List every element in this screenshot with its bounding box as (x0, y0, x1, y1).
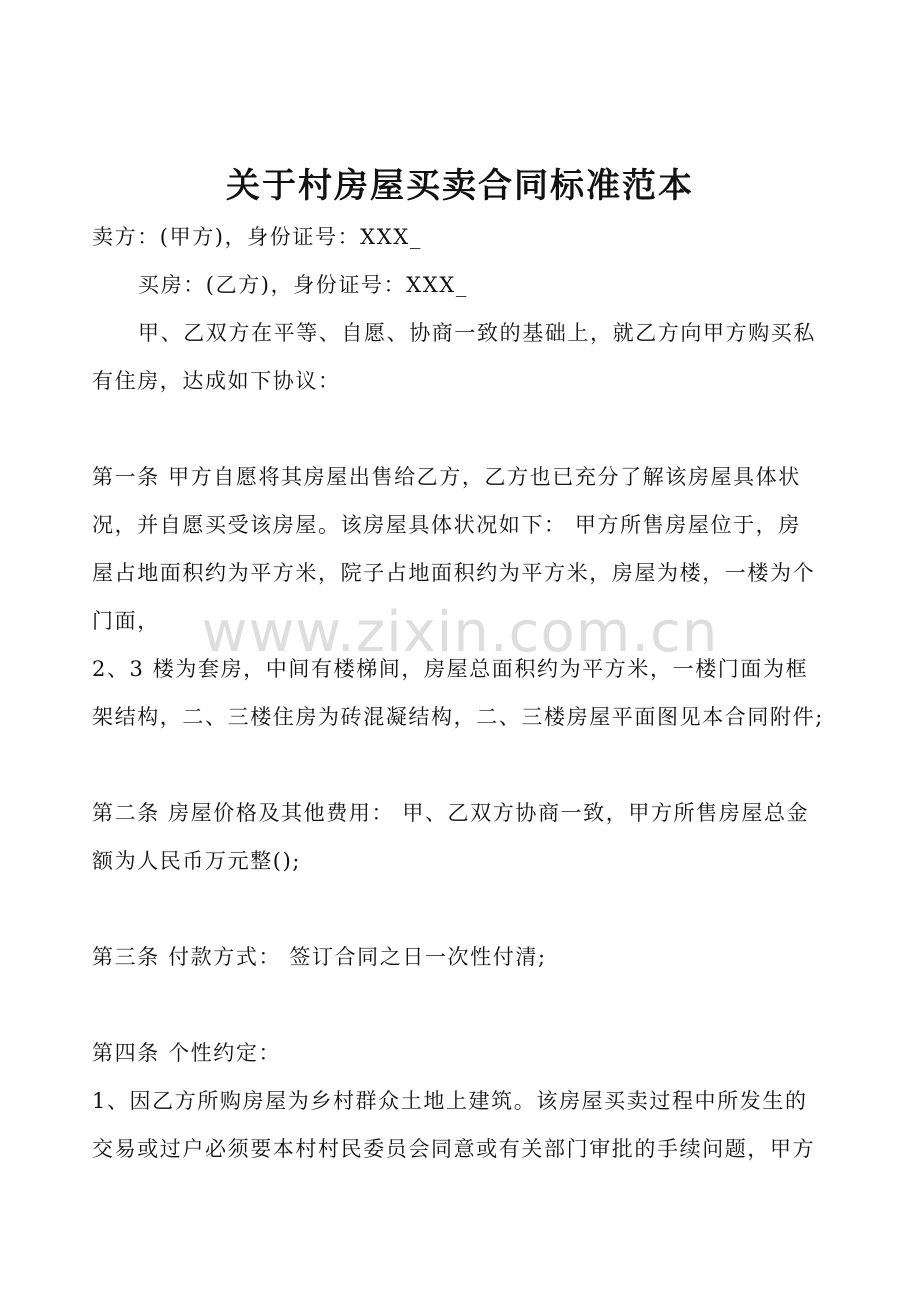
document-title: 关于村房屋买卖合同标准范本 (226, 166, 694, 206)
article-4-heading: 第四条 个性约定： (92, 1041, 282, 1065)
buyer-line: 买房：(乙方)，身份证号：XXX_ (138, 273, 468, 297)
article-4-line-1: 1、因乙方所购房屋为乡村群众土地上建筑。该房屋买卖过程中所发生的 (92, 1089, 808, 1113)
article-1-line-2: 况，并自愿买受该房屋。该房屋具体状况如下： 甲方所售房屋位于，房 (92, 513, 801, 537)
intro-line-1: 甲、乙双方在平等、自愿、协商一致的基础上，就乙方向甲方购买私 (138, 321, 816, 345)
article-1-line-5: 2、3 楼为套房，中间有楼梯间，房屋总面积约为平方米，一楼门面为框 (92, 657, 809, 681)
article-1-line-6: 架结构，二、三楼住房为砖混凝结构，二、三楼房屋平面图见本合同附件; (92, 705, 824, 729)
article-1-line-4: 门面， (92, 609, 160, 633)
article-3-line: 第三条 付款方式： 签订合同之日一次性付清; (92, 945, 547, 969)
article-2-line-2: 额为人民币万元整(); (92, 849, 302, 873)
watermark-text: www.zixin.com.cn (201, 600, 719, 665)
article-1-line-1: 第一条 甲方自愿将其房屋出售给乙方，乙方也已充分了解该房屋具体状 (92, 465, 801, 489)
article-1-line-3: 屋占地面积约为平方米，院子占地面积约为平方米，房屋为楼，一楼为个 (92, 561, 816, 585)
article-4-line-2: 交易或过户必须要本村村民委员会同意或有关部门审批的手续问题，甲方 (92, 1137, 816, 1161)
article-2-line-1: 第二条 房屋价格及其他费用： 甲、乙双方协商一致，甲方所售房屋总金 (92, 801, 810, 825)
seller-line: 卖方：(甲方)，身份证号：XXX_ (92, 225, 422, 249)
intro-line-2: 有住房，达成如下协议： (92, 369, 341, 393)
